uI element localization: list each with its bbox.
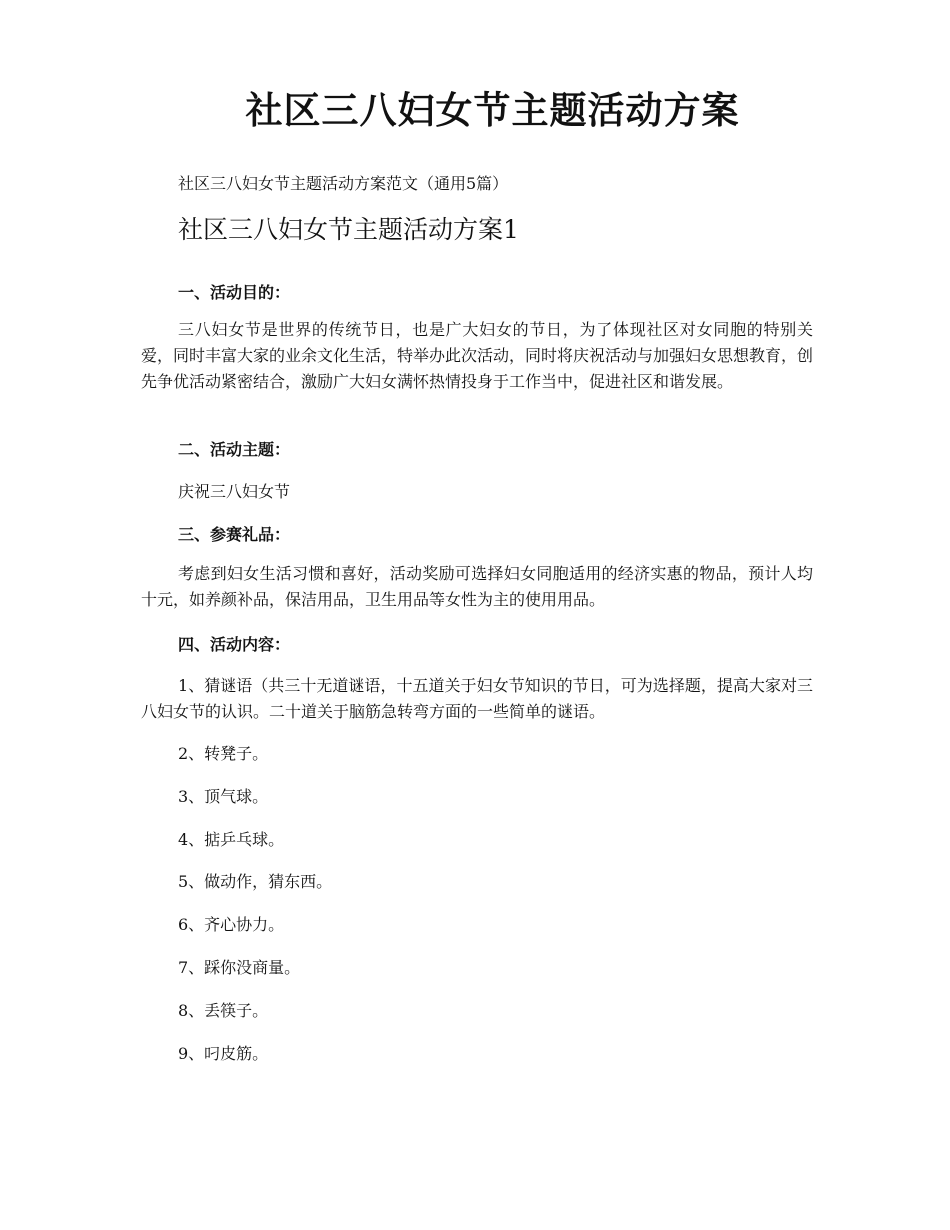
content-item-1: 1、猜谜语（共三十无道谜语，十五道关于妇女节知识的节日，可为选择题，提高大家对三八妇女节的认识。二十道关于脑筋急转弯方面的一些简单的谜语。: [141, 676, 813, 721]
content-item: 8、丢筷子。: [178, 1001, 269, 1020]
content-item: 5、做动作，猜东西。: [178, 872, 333, 891]
document-subtitle: 社区三八妇女节主题活动方案范文（通用5篇）: [178, 174, 509, 193]
content-item: 2、转凳子。: [178, 744, 269, 763]
theme-heading: 二、活动主题：: [178, 440, 291, 459]
content-heading: 四、活动内容：: [178, 635, 291, 654]
section-title: 社区三八妇女节主题活动方案1: [178, 215, 519, 244]
content-item: 9、叼皮筋。: [178, 1044, 269, 1063]
purpose-heading: 一、活动目的：: [178, 283, 291, 302]
prize-paragraph: 考虑到妇女生活习惯和喜好，活动奖励可选择妇女同胞适用的经济实惠的物品，预计人均十元，如养颜补品，保洁用品，卫生用品等女性为主的使用用品。: [141, 564, 813, 609]
content-item: 3、顶气球。: [178, 787, 269, 806]
theme-text: 庆祝三八妇女节: [178, 482, 291, 501]
purpose-paragraph: 三八妇女节是世界的传统节日，也是广大妇女的节日，为了体现社区对女同胞的特别关爱，同时丰富大家的业余文化生活，特举办此次活动，同时将庆祝活动与加强妇女思想教育，创先争优活动紧密结合，激励广大妇女满怀热情投身于工作当中，促进社区和谐发展。: [141, 320, 814, 391]
prize-heading: 三、参赛礼品：: [178, 525, 291, 544]
content-item: 6、齐心协力。: [178, 915, 285, 934]
document-title: 社区三八妇女节主题活动方案: [245, 88, 740, 132]
content-item: 4、掂乒乓球。: [178, 830, 285, 849]
content-item: 7、踩你没商量。: [178, 958, 301, 977]
